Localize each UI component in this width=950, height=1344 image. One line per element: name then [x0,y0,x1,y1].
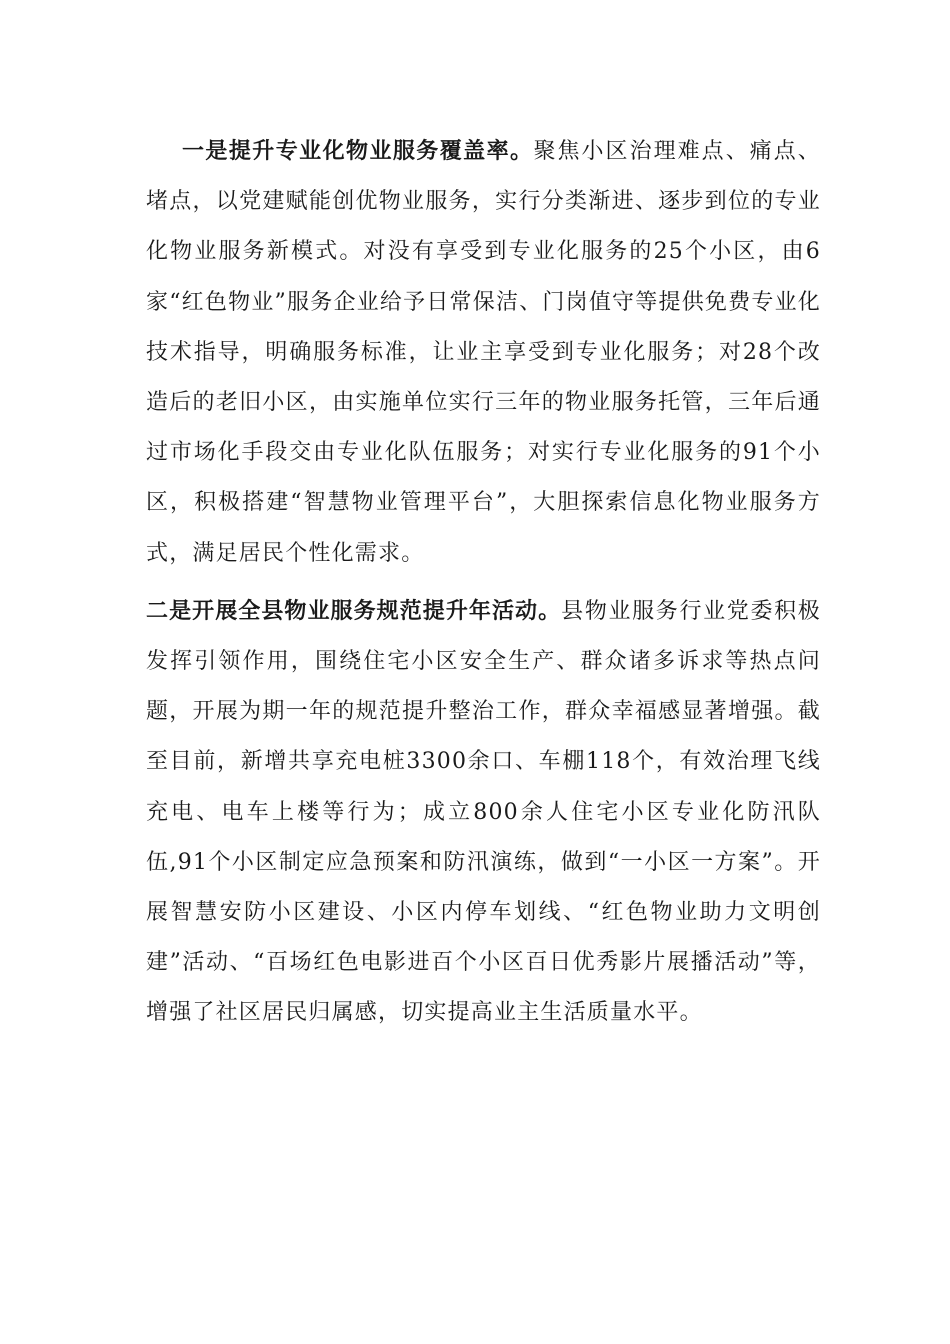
paragraph-heading: 二是开展全县物业服务规范提升年活动。 [146,598,562,624]
paragraph-coverage [146,127,821,579]
paragraph-heading: 一是提升专业化物业服务覆盖率。 [182,139,534,164]
paragraph-standardization [146,587,821,1039]
paragraph-text: 县物业服务行业党委积极发挥引领作用，围绕住宅小区安全生产、群众诸多诉求等热点问题，开展为期一年的规范提升整治工作，群众幸福感显著增强。截至目前，新增共享充电桩3300余口、车棚118个，有效治理飞线充电、电车上楼等行为；成立800余人住宅小区专业化防汛队伍,91个小区制定应急预案和防汛演练，做到“一小区一方案”。开展智慧安防小区建设、小区内停车划线、“红色物业助力文明创建”活动、“百场红色电影进百个小区百日优秀影片展播活动”等，增强了社区居民归属感，切实提高业主生活质量水平。 [146,598,821,1026]
paragraph-text: 聚焦小区治理难点、痛点、堵点，以党建赋能创优物业服务，实行分类渐进、逐步到位的专业化物业服务新模式。对没有享受到专业化服务的25个小区，由6家“红色物业”服务企业给予日常保洁、门岗值守等提供免费专业化技术指导，明确服务标准，让业主享受到专业化服务；对28个改造后的老旧小区，由实施单位实行三年的物业服务托管，三年后通过市场化手段交由专业化队伍服务；对实行专业化服务的91个小区，积极搭建“智慧物业管理平台”，大胆探索信息化物业服务方式，满足居民个性化需求。 [146,139,821,566]
document-body [146,127,821,1039]
